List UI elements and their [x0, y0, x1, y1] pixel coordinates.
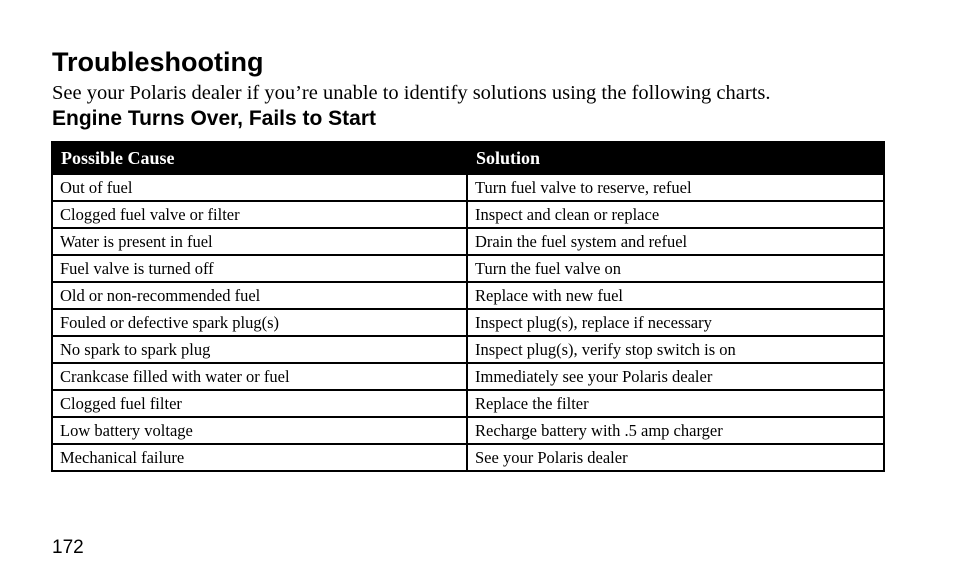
table-row — [52, 444, 884, 471]
cause-cell: Low battery voltage — [52, 417, 467, 444]
cause-cell: Clogged fuel valve or filter — [52, 201, 467, 228]
cause-cell: Water is present in fuel — [52, 228, 467, 255]
solution-cell: Replace the filter — [467, 390, 884, 417]
table-row — [52, 255, 884, 282]
cause-cell: Fouled or defective spark plug(s) — [52, 309, 467, 336]
table-row — [52, 309, 884, 336]
intro-text: See your Polaris dealer if you’re unable to identify solutions using the following charts. — [52, 82, 771, 104]
table-row — [52, 336, 884, 363]
table-row — [52, 282, 884, 309]
cause-cell: No spark to spark plug — [52, 336, 467, 363]
table-row — [52, 228, 884, 255]
solution-cell: Turn the fuel valve on — [467, 255, 884, 282]
solution-cell: Recharge battery with .5 amp charger — [467, 417, 884, 444]
table-row — [52, 363, 884, 390]
page-title: Troubleshooting — [52, 47, 264, 77]
header-possible-cause: Possible Cause — [52, 142, 467, 174]
solution-cell: Inspect and clean or replace — [467, 201, 884, 228]
cause-cell: Clogged fuel filter — [52, 390, 467, 417]
header-solution: Solution — [467, 142, 884, 174]
solution-cell: Turn fuel valve to reserve, refuel — [467, 174, 884, 201]
table-row — [52, 417, 884, 444]
solution-cell: See your Polaris dealer — [467, 444, 884, 471]
cause-cell: Crankcase filled with water or fuel — [52, 363, 467, 390]
table-row — [52, 174, 884, 201]
cause-cell: Out of fuel — [52, 174, 467, 201]
table-row — [52, 201, 884, 228]
solution-cell: Immediately see your Polaris dealer — [467, 363, 884, 390]
cause-cell: Old or non-recommended fuel — [52, 282, 467, 309]
cause-cell: Fuel valve is turned off — [52, 255, 467, 282]
section-title: Engine Turns Over, Fails to Start — [52, 107, 377, 130]
solution-cell: Inspect plug(s), verify stop switch is on — [467, 336, 884, 363]
table-row — [52, 390, 884, 417]
page-number: 172 — [52, 537, 84, 558]
solution-cell: Drain the fuel system and refuel — [467, 228, 884, 255]
solution-cell: Inspect plug(s), replace if necessary — [467, 309, 884, 336]
table-header-row — [52, 142, 884, 174]
troubleshooting-table — [51, 141, 885, 472]
solution-cell: Replace with new fuel — [467, 282, 884, 309]
cause-cell: Mechanical failure — [52, 444, 467, 471]
